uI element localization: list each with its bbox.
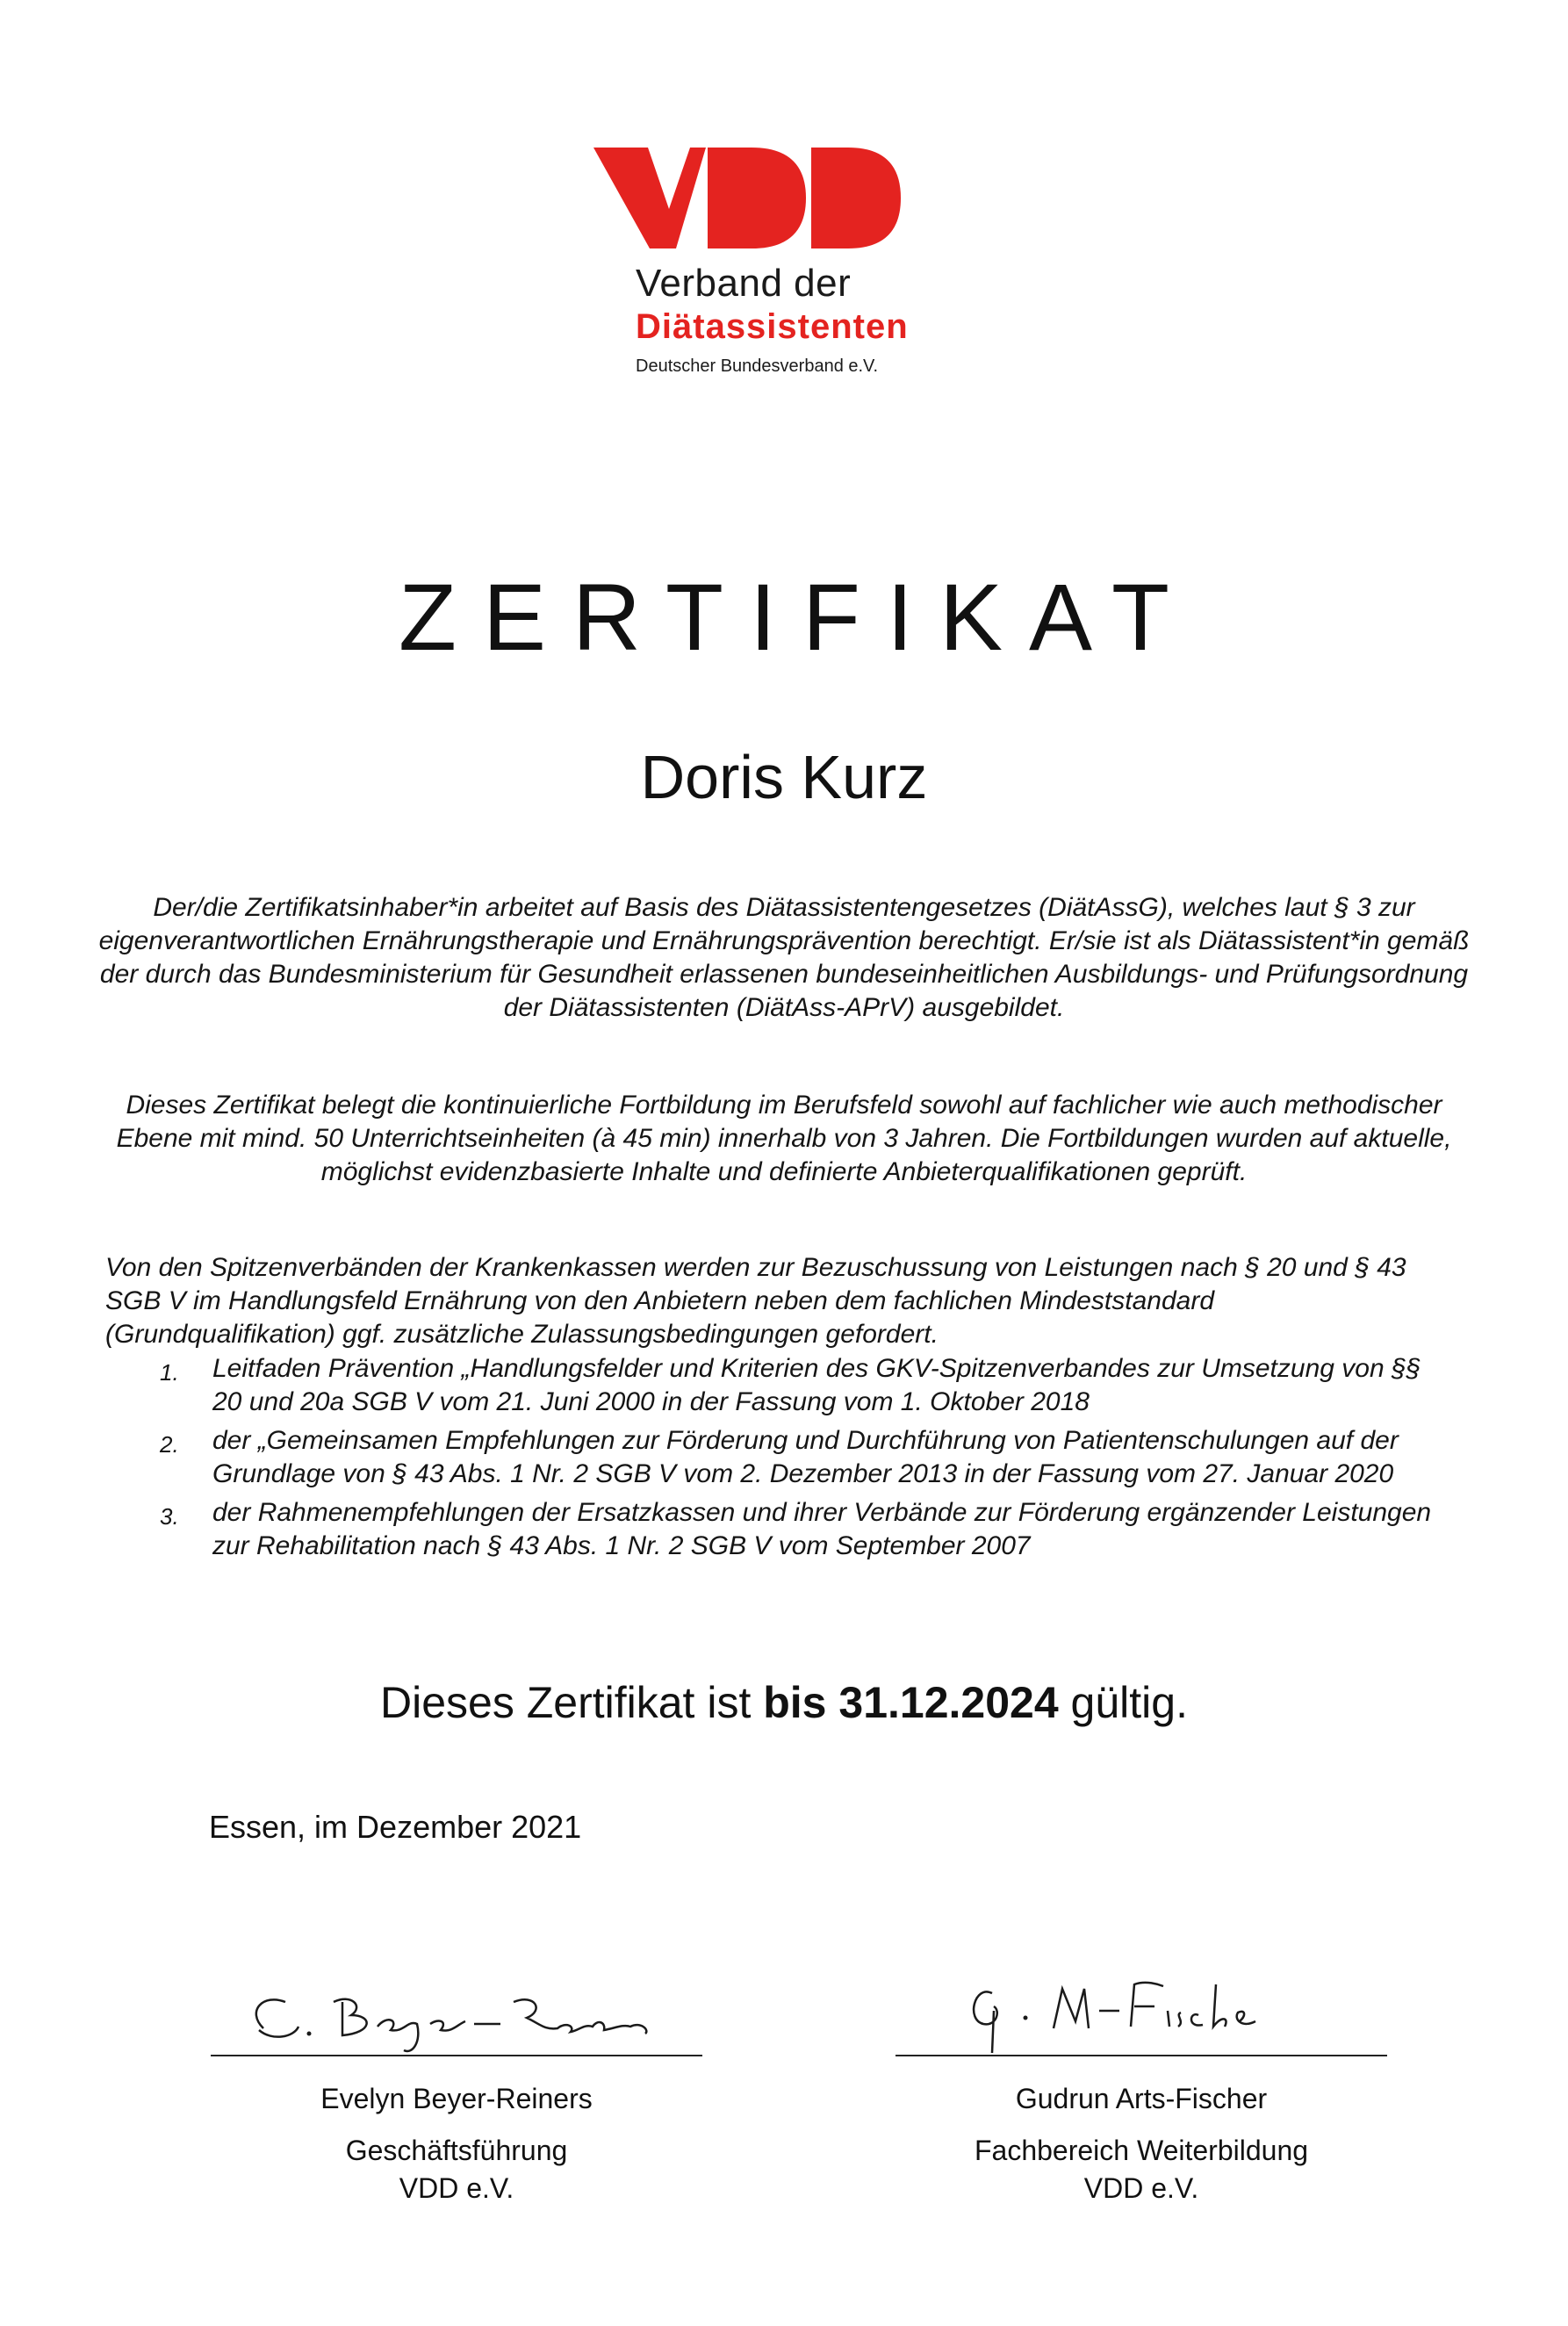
validity-prefix: Dieses Zertifikat ist (380, 1678, 752, 1727)
paragraph-continuing-education: Dieses Zertifikat belegt die kontinuierliche Fortbildung im Berufsfeld sowohl auf fachlicher wie auch methodischer Ebene mit mind. 50 Unterrichtseinheiten (à 45 min) innerhalb von 3 Jahren. Die Fortbildungen wurden auf aktuelle, möglichst evidenzbasierte Inhalte und definierte Anbieterqualifikationen geprüft. (116, 1091, 1452, 1186)
signatory-organization: VDD e.V. (1083, 2172, 1199, 2204)
validity-date: bis 31.12.2024 (763, 1678, 1059, 1727)
vdd-logo-mark-icon (593, 148, 901, 248)
logo-text-diaetassistenten: Diätassistenten (636, 307, 909, 346)
requirements-list (149, 1352, 1449, 1568)
certificate-title: ZERTIFIKAT (398, 564, 1197, 670)
list-item-number: 1. (160, 1359, 179, 1386)
vdd-logo (593, 148, 945, 385)
list-item-number: 3. (160, 1503, 179, 1530)
list-item-text: der Rahmenempfehlungen der Ersatzkassen und ihrer Verbände zur Förderung ergänzender Leistungen zur Rehabilitation nach § 43 Abs. 1 Nr. 2 SGB V vom September 2007 (212, 1498, 1432, 1560)
validity-statement (0, 1677, 1568, 1728)
list-item (149, 1352, 1449, 1419)
list-item-number: 2. (160, 1431, 179, 1458)
signatory-organization: VDD e.V. (399, 2172, 514, 2204)
logo-text-verband: Verband der (636, 262, 852, 305)
logo-text-bundesverband: Deutscher Bundesverband e.V. (636, 356, 879, 376)
list-item (149, 1424, 1449, 1491)
paragraph-legal-basis: Der/die Zertifikatsinhaber*in arbeitet auf Basis des Diätassistentengesetzes (DiätAssG), welches laut § 3 zur eigenverantwortlichen Ernährungstherapie und Ernährungsprävention berechtigt. Er/sie ist als Diätassistent*in gemäß der durch das Bundesministerium für Gesundheit erlassenen bundeseinheitlichen Ausbildungs- und Prüfungsordnung der Diätassistenten (DiätAss-APrV) ausgebildet. (98, 893, 1470, 1022)
validity-suffix: gültig. (1070, 1678, 1188, 1727)
certificate-holder-name: Doris Kurz (640, 743, 928, 811)
list-item-text: der „Gemeinsamen Empfehlungen zur Förderung und Durchführung von Patientenschulungen auf der Grundlage von § 43 Abs. 1 Nr. 2 SGB V vom 2. Dezember 2013 in der Fassung vom 27. Januar 2020 (212, 1426, 1399, 1488)
signature-block-managing-director (193, 1976, 720, 2205)
handwritten-signature-beyer-reiners (211, 1976, 702, 2055)
signature-block-continuing-education (878, 1967, 1405, 2205)
signatory-role: Fachbereich Weiterbildung (974, 2135, 1309, 2166)
signatory-name: Evelyn Beyer-Reiners (320, 2083, 593, 2114)
signatory-name: Gudrun Arts-Fischer (1015, 2083, 1268, 2114)
paragraph-insurance-requirements: Von den Spitzenverbänden der Krankenkassen werden zur Bezuschussung von Leistungen nach § 20 und § 43 SGB V im Handlungsfeld Ernährung von den Anbietern neben dem fachlichen Mindeststandard (Grundqualifikation) ggf. zusätzliche Zulassungsbedingungen gefordert. (105, 1253, 1406, 1349)
signatory-role: Geschäftsführung (345, 2135, 568, 2166)
handwritten-signature-arts-fischer (895, 1967, 1387, 2055)
place-and-date: Essen, im Dezember 2021 (209, 1809, 582, 1845)
signature-line (211, 2055, 702, 2056)
list-item-text: Leitfaden Prävention „Handlungsfelder und Kriterien des GKV-Spitzenverbandes zur Umsetzung von §§ 20 und 20a SGB V vom 21. Juni 2000 in der Fassung vom 1. Oktober 2018 (212, 1354, 1421, 1416)
signature-line (895, 2055, 1387, 2056)
list-item (149, 1496, 1449, 1563)
